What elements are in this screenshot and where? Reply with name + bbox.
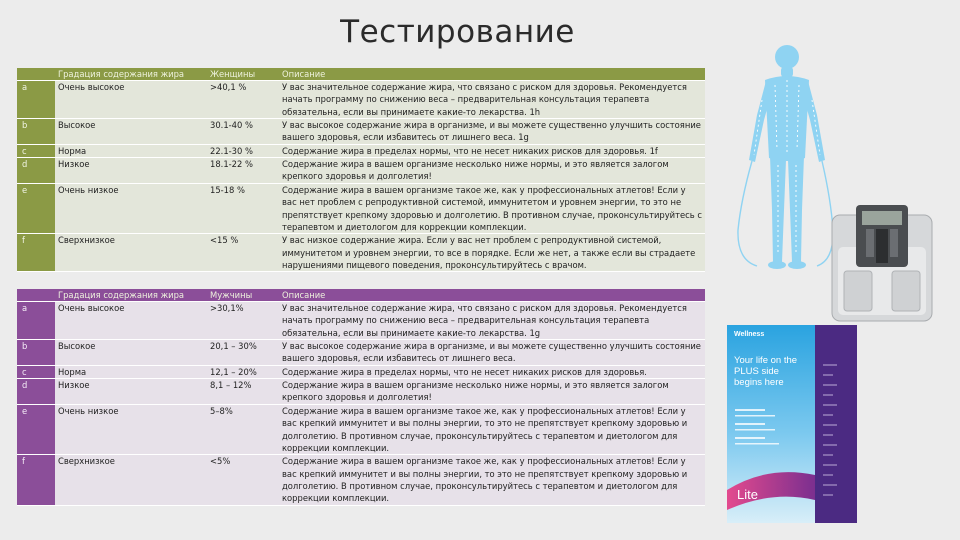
header-cell: [17, 68, 55, 81]
grade-description: Содержание жира в пределах нормы, что не несет никаких рисков для здоровья. 1f: [279, 144, 705, 157]
grade-description: Содержание жира в вашем организме несколько ниже нормы, и это является залогом крепкого здоровья и долголетия!: [279, 158, 705, 184]
header-cell: Градация содержания жира: [55, 289, 207, 302]
grade-letter: a: [17, 81, 55, 119]
grade-description: Содержание жира в вашем организме такое же, как у профессиональных атлетов! Если у вас крепкий иммунитет и вы полны энергии, то это не препятствует крепкому здоровью и долголетию. В противном случае, проконсультируйтесь с терапевтом и диетологом для коррекции комплекции.: [279, 455, 705, 505]
grade-range: 15-18 %: [207, 184, 279, 234]
grade-description: Содержание жира в вашем организме такое же, как у профессиональных атлетов! Если у вас нет проблем с репродуктивной системой, иммунитетом и уровнем энергии, то это не препятствует крепкому здоровью и долголетию. В противном случае, проконсультируйтесь с терапевтом и диетологом для коррекции комплекции.: [279, 184, 705, 234]
human-body-illustration: [735, 40, 835, 275]
grade-description: У вас высокое содержание жира в организме, и вы можете существенно улучшить состояние вашего здоровья, если избавитесь от лишнего веса.: [279, 339, 705, 365]
grade-level: Очень высокое: [55, 81, 207, 119]
women-fat-table: [17, 68, 705, 272]
grade-level: Очень низкое: [55, 184, 207, 234]
grade-letter: e: [17, 184, 55, 234]
table-row: [17, 365, 705, 378]
grade-range: 30.1-40 %: [207, 118, 279, 144]
grade-level: Низкое: [55, 379, 207, 405]
grade-letter: a: [17, 302, 55, 340]
table-row: [17, 81, 705, 119]
grade-letter: f: [17, 455, 55, 505]
grade-description: У вас высокое содержание жира в организме, и вы можете существенно улучшить состояние вашего здоровья, если избавитесь от лишнего веса. 1g: [279, 118, 705, 144]
header-cell: Описание: [279, 289, 705, 302]
grade-range: 20,1 – 30%: [207, 339, 279, 365]
grade-description: У вас низкое содержание жира. Если у вас нет проблем с репродуктивной системой, иммунитетом и уровнем энергии, то все в порядке. Если же нет, а также если вы страдаете нарушениями пищевого поведения, проконсультируйтесь с врачом.: [279, 234, 705, 272]
grade-description: Содержание жира в вашем организме такое же, как у профессиональных атлетов! Если у вас крепкий иммунитет и вы полны энергии, то это не препятствует крепкому здоровью и долголетию. В противном случае, проконсультируйтесь с терапевтом и диетологом для коррекции комплекции.: [279, 405, 705, 455]
grade-letter: d: [17, 379, 55, 405]
grade-letter: f: [17, 234, 55, 272]
grade-letter: c: [17, 365, 55, 378]
grade-range: 8,1 – 12%: [207, 379, 279, 405]
grade-range: <5%: [207, 455, 279, 505]
header-cell: [17, 289, 55, 302]
table-row: [17, 234, 705, 272]
header-cell: Мужчины: [207, 289, 279, 302]
table-row: [17, 118, 705, 144]
table-header-row: [17, 68, 705, 81]
grade-level: Сверхнизкое: [55, 455, 207, 505]
table-row: [17, 379, 705, 405]
grade-level: Очень высокое: [55, 302, 207, 340]
grade-letter: b: [17, 339, 55, 365]
grade-range: 12,1 – 20%: [207, 365, 279, 378]
grade-level: Низкое: [55, 158, 207, 184]
table-row: [17, 184, 705, 234]
body-scale-illustration: [830, 205, 935, 325]
wellness-brochure-image: [727, 325, 857, 523]
table-row: [17, 339, 705, 365]
table-row: [17, 302, 705, 340]
header-cell: Градация содержания жира: [55, 68, 207, 81]
grade-description: У вас значительное содержание жира, что связано с риском для здоровья. Рекомендуется начать программу по снижению веса – предварительная консультация терапевта обязательна, если вы принимаете какие-то лекарства. 1g: [279, 302, 705, 340]
brochure-headline: Your life on the PLUS side begins here: [734, 355, 798, 388]
table-row: [17, 144, 705, 157]
grade-range: >40,1 %: [207, 81, 279, 119]
grade-letter: d: [17, 158, 55, 184]
grade-range: <15 %: [207, 234, 279, 272]
grade-description: Содержание жира в вашем организме несколько ниже нормы, и это является залогом крепкого здоровья и долголетия!: [279, 379, 705, 405]
grade-description: Содержание жира в пределах нормы, что не несет никаких рисков для здоровья.: [279, 365, 705, 378]
grade-level: Норма: [55, 144, 207, 157]
grade-letter: b: [17, 118, 55, 144]
header-cell: Описание: [279, 68, 705, 81]
grade-description: У вас значительное содержание жира, что связано с риском для здоровья. Рекомендуется начать программу по снижению веса – предварительная консультация терапевта обязательна, если вы принимаете какие-то лекарства. 1h: [279, 81, 705, 119]
header-cell: Женщины: [207, 68, 279, 81]
table-header-row: [17, 289, 705, 302]
table-row: [17, 455, 705, 505]
brochure-product-name: Lite: [737, 487, 758, 502]
grade-letter: e: [17, 405, 55, 455]
grade-letter: c: [17, 144, 55, 157]
table-row: [17, 158, 705, 184]
grade-range: 18.1-22 %: [207, 158, 279, 184]
table-row: [17, 405, 705, 455]
page-title: Тестирование: [340, 14, 575, 50]
grade-level: Высокое: [55, 339, 207, 365]
men-fat-table: [17, 289, 705, 506]
grade-range: 22.1-30 %: [207, 144, 279, 157]
grade-range: 5–8%: [207, 405, 279, 455]
brochure-brand: Wellness: [734, 331, 765, 338]
grade-level: Сверхнизкое: [55, 234, 207, 272]
grade-level: Высокое: [55, 118, 207, 144]
grade-level: Норма: [55, 365, 207, 378]
grade-range: >30,1%: [207, 302, 279, 340]
grade-level: Очень низкое: [55, 405, 207, 455]
